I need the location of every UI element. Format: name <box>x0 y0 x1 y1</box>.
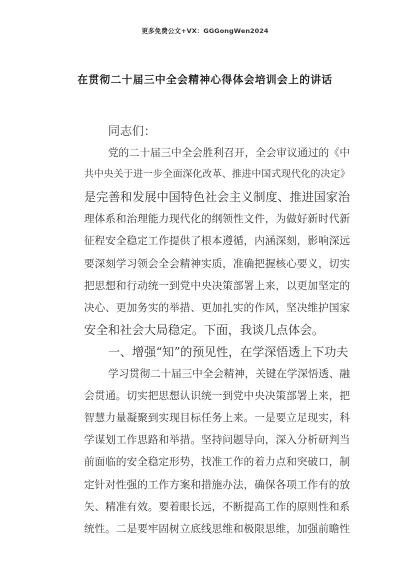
paragraph-line: 安全和社会大局稳定。下面，我谈几点体会。 <box>84 322 325 337</box>
paragraph-line: 把思想和行动统一到党中央决策部署上来，以更加坚定的 <box>84 279 350 292</box>
paragraph-line: 会贯通。切实把思想认识统一到党中央决策部署上来，把 <box>84 390 350 403</box>
paragraph-line: 定针对性强的工作方案和措施办法，确保各项工作有的放 <box>84 478 350 491</box>
paragraph-line: 矢、精准有效。要着眼长远，不断提高工作的原则性和系 <box>84 500 350 513</box>
paragraph-line: 理体系和治理能力现代化的纲领性文件，为做好新时代新 <box>84 213 350 226</box>
paragraph-line: 是完善和发展中国特色社会主义制度、推进国家治 <box>84 190 350 205</box>
paragraph-line: 要深刻学习领会全会精神实质，准确把握核心要义，切实 <box>84 257 350 270</box>
header-note: 更多免费公文+VX：GGGongWen2024 <box>141 27 269 35</box>
paragraph-line: 学习贯彻二十届三中全会精神，关键在学深悟透、融 <box>108 368 350 381</box>
paragraph-line: 学谋划工作思路和举措。坚持问题导向，深入分析研判当 <box>84 434 350 447</box>
document-title: 在贯彻二十届三中全会精神心得体会培训会上的讲话 <box>77 74 333 86</box>
paragraph-line: 前面临的安全稳定形势，找准工作的着力点和突破口，制 <box>84 456 350 469</box>
paragraph-line: 统性。二是要牢固树立底线思维和极限思维，加强前瞻性 <box>84 522 350 535</box>
document-body <box>84 120 350 540</box>
paragraph-line: 征程安全稳定工作提供了根本遵循，内涵深刻，影响深远 <box>84 235 350 248</box>
paragraph-line: 智慧力量凝聚到实现目标任务上来。一是要立足现实，科 <box>84 412 350 425</box>
salutation: 同志们： <box>108 124 157 138</box>
paragraph-line: 决心、更加务实的举措、更加扎实的作风，坚决维护国家 <box>84 301 350 314</box>
paragraph-line: 共中央关于进一步全面深化改革、推进中国式现代化的决定》 <box>84 169 350 181</box>
section-heading: 一、增强“知”的预见性，在学深悟透上下功夫 <box>108 344 349 359</box>
paragraph-line: 党的二十届三中全会胜利召开，全会审议通过的《中 <box>108 147 350 160</box>
